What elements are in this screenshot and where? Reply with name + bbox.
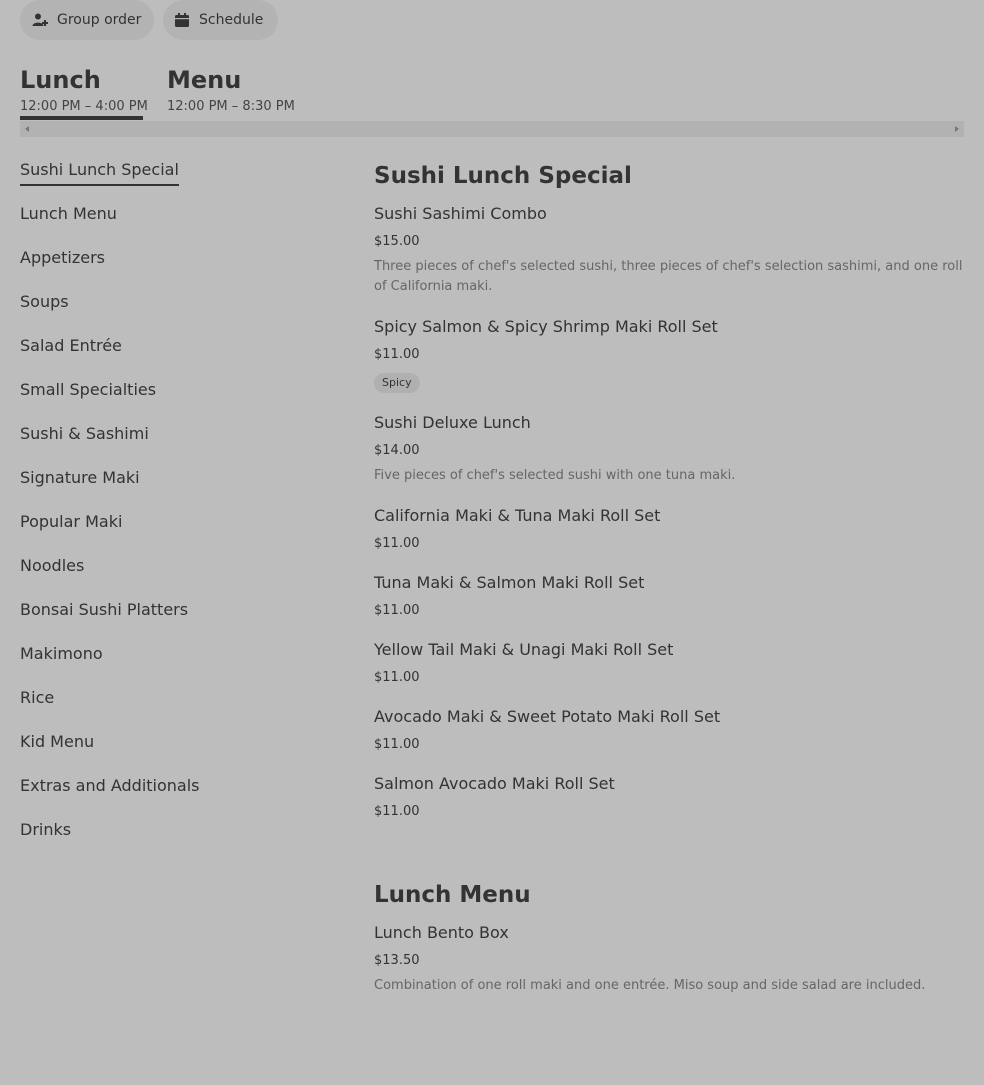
sidebar-item-label: Lunch Menu bbox=[20, 204, 117, 223]
menu-item[interactable] bbox=[374, 638, 964, 687]
sidebar-item-label: Appetizers bbox=[20, 248, 105, 267]
menu-item-price: $13.50 bbox=[374, 953, 420, 968]
sidebar-item-label: Noodles bbox=[20, 556, 85, 575]
menu-item[interactable] bbox=[374, 411, 964, 486]
menu-item-name: Sushi Sashimi Combo bbox=[374, 204, 547, 223]
menu-item-description: Five pieces of chef's selected sushi with one tuna maki. bbox=[374, 468, 736, 483]
sidebar-item[interactable] bbox=[20, 158, 320, 202]
sidebar-item-label: Salad Entrée bbox=[20, 336, 122, 355]
sidebar-item[interactable] bbox=[20, 334, 320, 378]
sidebar-item[interactable] bbox=[20, 246, 320, 290]
category-nav bbox=[20, 158, 320, 862]
sidebar-item[interactable] bbox=[20, 642, 320, 686]
menu-item[interactable] bbox=[374, 504, 964, 553]
sidebar-item[interactable] bbox=[20, 422, 320, 466]
menu-item-price: $14.00 bbox=[374, 443, 420, 458]
menu-content bbox=[374, 160, 964, 1014]
sidebar-item-label: Makimono bbox=[20, 644, 103, 663]
sidebar-item[interactable] bbox=[20, 730, 320, 774]
sidebar-item[interactable] bbox=[20, 466, 320, 510]
tab-lunch-hours: 12:00 PM – 4:00 PM bbox=[20, 99, 148, 114]
menu-item-description: Three pieces of chef's selected sushi, three pieces of chef's selection sashimi, and one roll of California maki. bbox=[374, 259, 963, 294]
sidebar-item-label: Bonsai Sushi Platters bbox=[20, 600, 189, 619]
menu-item-price: $11.00 bbox=[374, 804, 420, 819]
menu-item-name: Tuna Maki & Salmon Maki Roll Set bbox=[374, 573, 645, 592]
menu-item[interactable] bbox=[374, 202, 964, 297]
sidebar-item-label: Rice bbox=[20, 688, 55, 707]
menu-item[interactable] bbox=[374, 921, 964, 996]
menu-item-tag: Spicy bbox=[374, 373, 420, 393]
sidebar-item[interactable] bbox=[20, 598, 320, 642]
scroll-left-arrow-icon[interactable] bbox=[25, 126, 29, 132]
menu-item-name: Avocado Maki & Sweet Potato Maki Roll Set bbox=[374, 707, 721, 726]
group-order-button[interactable] bbox=[20, 0, 154, 40]
schedule-button[interactable] bbox=[163, 0, 278, 40]
menu-item-price: $11.00 bbox=[374, 737, 420, 752]
tab-menu[interactable] bbox=[167, 64, 295, 117]
menu-item-price: $11.00 bbox=[374, 347, 420, 362]
sidebar-item-label: Extras and Additionals bbox=[20, 776, 200, 795]
menu-item-price: $15.00 bbox=[374, 234, 420, 249]
calendar-icon bbox=[174, 12, 190, 28]
menu-item[interactable] bbox=[374, 315, 964, 393]
sidebar-item-label: Signature Maki bbox=[20, 468, 140, 487]
menu-item[interactable] bbox=[374, 705, 964, 754]
schedule-label: Schedule bbox=[199, 12, 264, 28]
sidebar-item-label: Sushi & Sashimi bbox=[20, 424, 149, 443]
menu-item-name: Sushi Deluxe Lunch bbox=[374, 413, 531, 432]
menu-item-price: $11.00 bbox=[374, 603, 420, 618]
menu-item-price: $11.00 bbox=[374, 536, 420, 551]
menu-item-name: Yellow Tail Maki & Unagi Maki Roll Set bbox=[374, 640, 674, 659]
sidebar-item[interactable] bbox=[20, 202, 320, 246]
tab-menu-hours: 12:00 PM – 8:30 PM bbox=[167, 99, 295, 114]
sidebar-item-label: Soups bbox=[20, 292, 69, 311]
section-title: Sushi Lunch Special bbox=[374, 163, 632, 189]
horizontal-scrollbar[interactable] bbox=[20, 121, 964, 137]
menu-item-name: California Maki & Tuna Maki Roll Set bbox=[374, 506, 661, 525]
sidebar-item[interactable] bbox=[20, 686, 320, 730]
sidebar-item[interactable] bbox=[20, 378, 320, 422]
section-spacer bbox=[374, 839, 964, 879]
sidebar-item-label: Drinks bbox=[20, 820, 72, 839]
sidebar-item[interactable] bbox=[20, 818, 320, 862]
sidebar-item-label: Kid Menu bbox=[20, 732, 95, 751]
active-tab-indicator bbox=[20, 116, 143, 120]
section-title: Lunch Menu bbox=[374, 882, 531, 908]
menu-item-name: Salmon Avocado Maki Roll Set bbox=[374, 774, 615, 793]
sidebar-item-label: Small Specialties bbox=[20, 380, 157, 399]
menu-item-name: Spicy Salmon & Spicy Shrimp Maki Roll Set bbox=[374, 317, 718, 336]
scroll-right-arrow-icon[interactable] bbox=[955, 126, 959, 132]
menu-item-price: $11.00 bbox=[374, 670, 420, 685]
tab-lunch-title: Lunch bbox=[20, 66, 101, 94]
menu-item-name: Lunch Bento Box bbox=[374, 923, 509, 942]
add-person-icon bbox=[32, 12, 48, 28]
sidebar-item[interactable] bbox=[20, 510, 320, 554]
tab-menu-title: Menu bbox=[167, 66, 242, 94]
sidebar-item[interactable] bbox=[20, 554, 320, 598]
sidebar-item-label: Popular Maki bbox=[20, 512, 123, 531]
sidebar-item[interactable] bbox=[20, 774, 320, 818]
sidebar-item-label: Sushi Lunch Special bbox=[20, 158, 179, 186]
sidebar-item[interactable] bbox=[20, 290, 320, 334]
menu-item[interactable] bbox=[374, 571, 964, 620]
menu-item[interactable] bbox=[374, 772, 964, 821]
menu-item-description: Combination of one roll maki and one entrée. Miso soup and side salad are included. bbox=[374, 978, 926, 993]
group-order-label: Group order bbox=[57, 12, 142, 28]
tab-lunch[interactable] bbox=[20, 64, 148, 117]
